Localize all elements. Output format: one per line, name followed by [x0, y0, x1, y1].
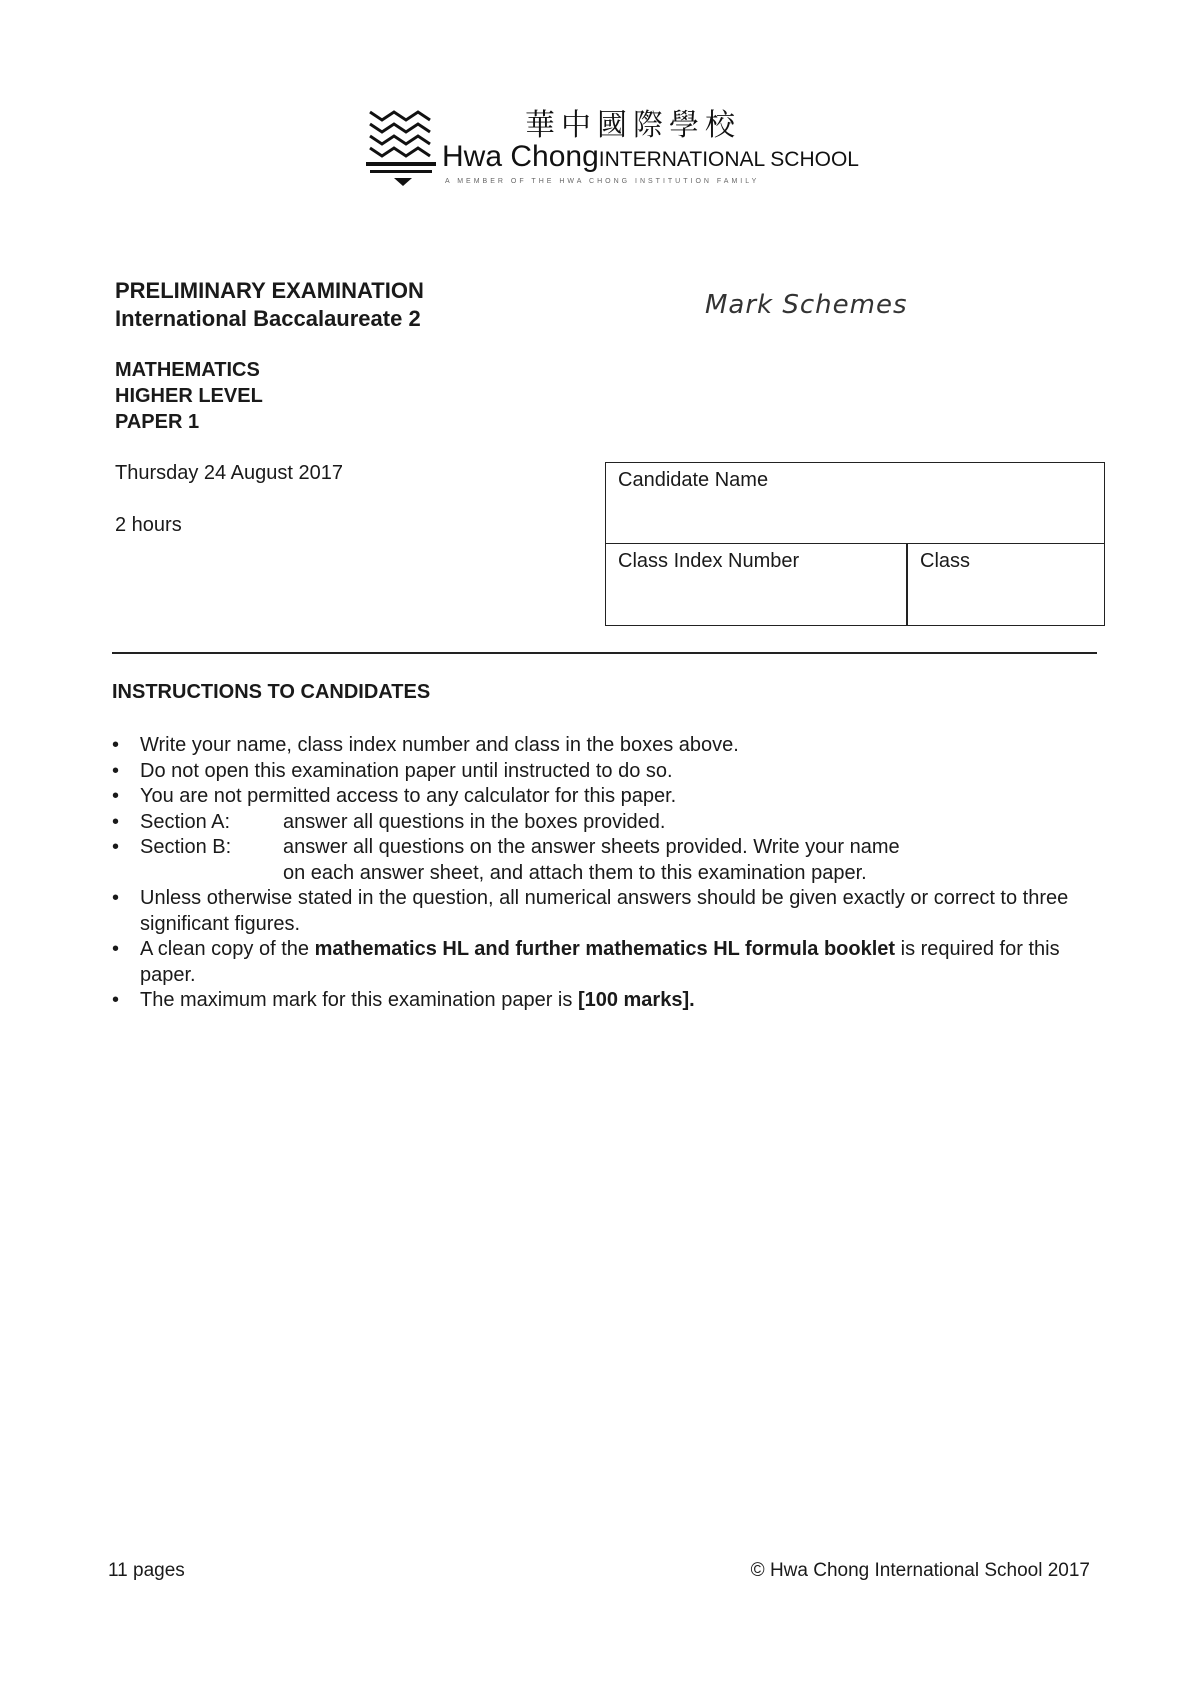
- copyright-notice: © Hwa Chong International School 2017: [750, 1560, 1090, 1581]
- exam-heading: [115, 277, 424, 333]
- section-b-text-line2: on each answer sheet, and attach them to this examination paper.: [283, 861, 867, 884]
- instruction-item: • Write your name, class index number and class in the boxes above.: [112, 733, 1072, 759]
- section-b-text-line1: answer all questions on the answer sheets provided. Write your name: [283, 836, 900, 858]
- exam-duration: 2 hours: [115, 514, 182, 536]
- section-a-label: Section A:: [140, 810, 231, 833]
- instruction-max-marks: • The maximum mark for this examination paper is [100 marks].: [112, 988, 1072, 1014]
- max-marks: [100 marks].: [577, 989, 695, 1011]
- instructions-title: INSTRUCTIONS TO CANDIDATES: [112, 681, 431, 703]
- exam-title: PRELIMINARY EXAMINATION: [115, 278, 424, 303]
- bullet: •: [112, 785, 120, 807]
- subject-block: [115, 357, 263, 435]
- instruction-booklet: • A clean copy of the mathematics HL and further mathematics HL formula booklet is required for this paper.: [112, 938, 1060, 986]
- bullet: •: [112, 836, 120, 858]
- school-name-part2: INTERNATIONAL SCHOOL: [598, 148, 859, 171]
- section-a-text: answer all questions in the boxes provided.: [283, 810, 666, 833]
- instruction-item: • Do not open this examination paper until instructed to do so.: [112, 759, 1072, 785]
- school-logo: [360, 100, 860, 195]
- class-index-label: Class Index Number: [618, 550, 800, 572]
- exam-date: Thursday 24 August 2017: [115, 462, 343, 484]
- bullet: •: [112, 938, 120, 960]
- booklet-name: mathematics HL and further mathematics HL formula booklet: [314, 938, 896, 960]
- candidate-index-row: [606, 544, 1104, 626]
- bullet: •: [112, 759, 120, 782]
- page-count: 11 pages: [108, 1560, 185, 1581]
- paper-number: PAPER 1: [115, 411, 200, 433]
- horizontal-rule: [112, 652, 1097, 654]
- instruction-sig-figs: • Unless otherwise stated in the question, all numerical answers should be given exactly or correct to three significant figures.: [112, 887, 1069, 935]
- subject-level: HIGHER LEVEL: [115, 385, 263, 407]
- bullet: •: [112, 887, 120, 909]
- handwritten-note: Mark Schemes: [705, 290, 908, 320]
- instruction-section-a: [112, 810, 1072, 836]
- bullet: •: [112, 734, 120, 756]
- school-tagline: A MEMBER OF THE HWA CHONG INSTITUTION FAMILY: [445, 178, 760, 185]
- instruction-item: • You are not permitted access to any calculator for this paper.: [112, 784, 1072, 810]
- candidate-name-label: Candidate Name: [618, 469, 769, 491]
- instructions-list: [112, 733, 1072, 1014]
- section-b-label: Section B:: [140, 836, 232, 858]
- bullet: •: [112, 810, 120, 833]
- bullet: •: [112, 989, 120, 1011]
- box-divider: [906, 544, 908, 626]
- school-name-english: [442, 140, 859, 174]
- school-name-part1: Hwa Chong: [442, 140, 599, 173]
- candidate-name-field[interactable]: [606, 463, 1104, 544]
- class-label: Class: [920, 550, 971, 572]
- school-emblem-icon: [360, 104, 446, 190]
- exam-programme: International Baccalaureate 2: [115, 306, 421, 331]
- subject-name: MATHEMATICS: [115, 359, 260, 381]
- school-name-chinese: 華中國際學校: [525, 108, 741, 143]
- candidate-details-box: [605, 462, 1105, 626]
- instruction-section-b: [112, 835, 1072, 886]
